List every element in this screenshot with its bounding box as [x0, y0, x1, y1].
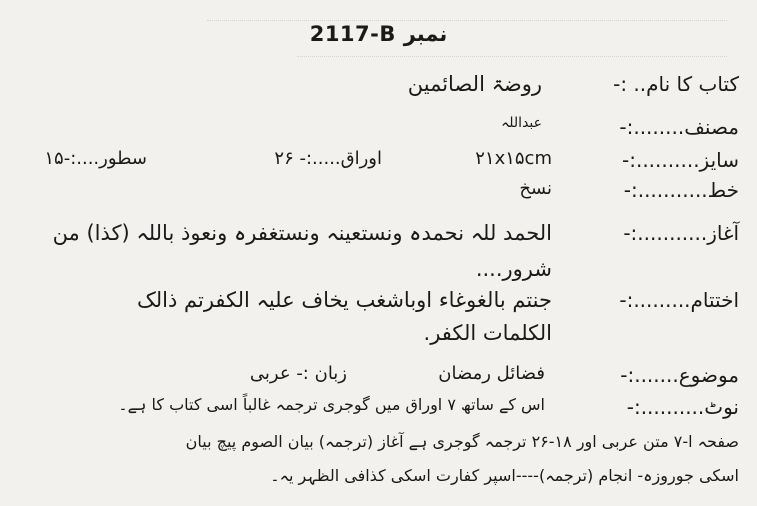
label-book-name: کتاب کا نام.. :- — [613, 72, 739, 96]
value-note-line3: اسکی جوروزہ- انجام (ترجمہ)----اسپر کفارت اسکی کذافی الظہر یہ۔ — [270, 466, 739, 485]
row-beginning-cont — [0, 257, 757, 287]
value-size: ۲۱x۱۵cm — [475, 148, 552, 169]
value-author: عبداللہ — [501, 115, 542, 131]
value-language: زبان :- عربی — [249, 363, 347, 384]
label-ending: اختتام.........:- — [619, 288, 739, 312]
page-title: 2117-B نمبر — [309, 22, 448, 46]
value-subject: فضائل رمضان — [438, 363, 545, 384]
label-note: نوٹ..........:- — [626, 395, 739, 419]
label-subject: موضوع.......:- — [620, 363, 739, 387]
row-script — [0, 178, 757, 208]
value-note-line2: صفحہ ا-۷ متن عربی اور ۱۸-۲۶ ترجمہ گوجری ہے آغاز (ترجمہ) بیان الصوم پیچ بیان — [185, 432, 739, 451]
value-lines: سطور....:-۱۵ — [44, 148, 147, 169]
value-ending-line1: جنتم بالغوغاء اوباشغب یخاف علیہ الکفرتم ذالک — [136, 288, 552, 312]
value-script: نسخ — [519, 178, 552, 199]
value-ending-line2: الکلمات الکفر. — [423, 321, 552, 345]
value-beginning-line1: الحمد للہ نحمدہ ونستعینہ ونستغفرہ ونعوذ باللہ (کذا) من — [52, 221, 552, 245]
value-pages: اوراق.....:- ۲۶ — [274, 148, 382, 169]
row-ending-cont — [0, 321, 757, 351]
label-size: سایز..........:- — [622, 148, 739, 172]
row-size — [0, 148, 757, 178]
row-note-cont2 — [0, 466, 757, 496]
value-book-name: روضۃ الصائمین — [407, 72, 542, 96]
bleed-through-top — [207, 6, 727, 21]
value-note-line1: اس کے ساتھ ۷ اوراق میں گوجری ترجمہ غالباً اسی کتاب کا ہے۔ — [118, 395, 545, 414]
value-beginning-line2: شرور.... — [475, 257, 552, 281]
label-author: مصنف........:- — [619, 115, 739, 139]
row-book-name — [0, 72, 757, 102]
row-note — [0, 395, 757, 425]
row-author — [0, 115, 757, 145]
row-ending — [0, 288, 757, 318]
label-script: خط...........:- — [623, 178, 739, 202]
row-subject — [0, 363, 757, 393]
label-beginning: آغاز...........:- — [623, 221, 739, 245]
row-beginning — [0, 221, 757, 251]
row-note-cont1 — [0, 432, 757, 462]
